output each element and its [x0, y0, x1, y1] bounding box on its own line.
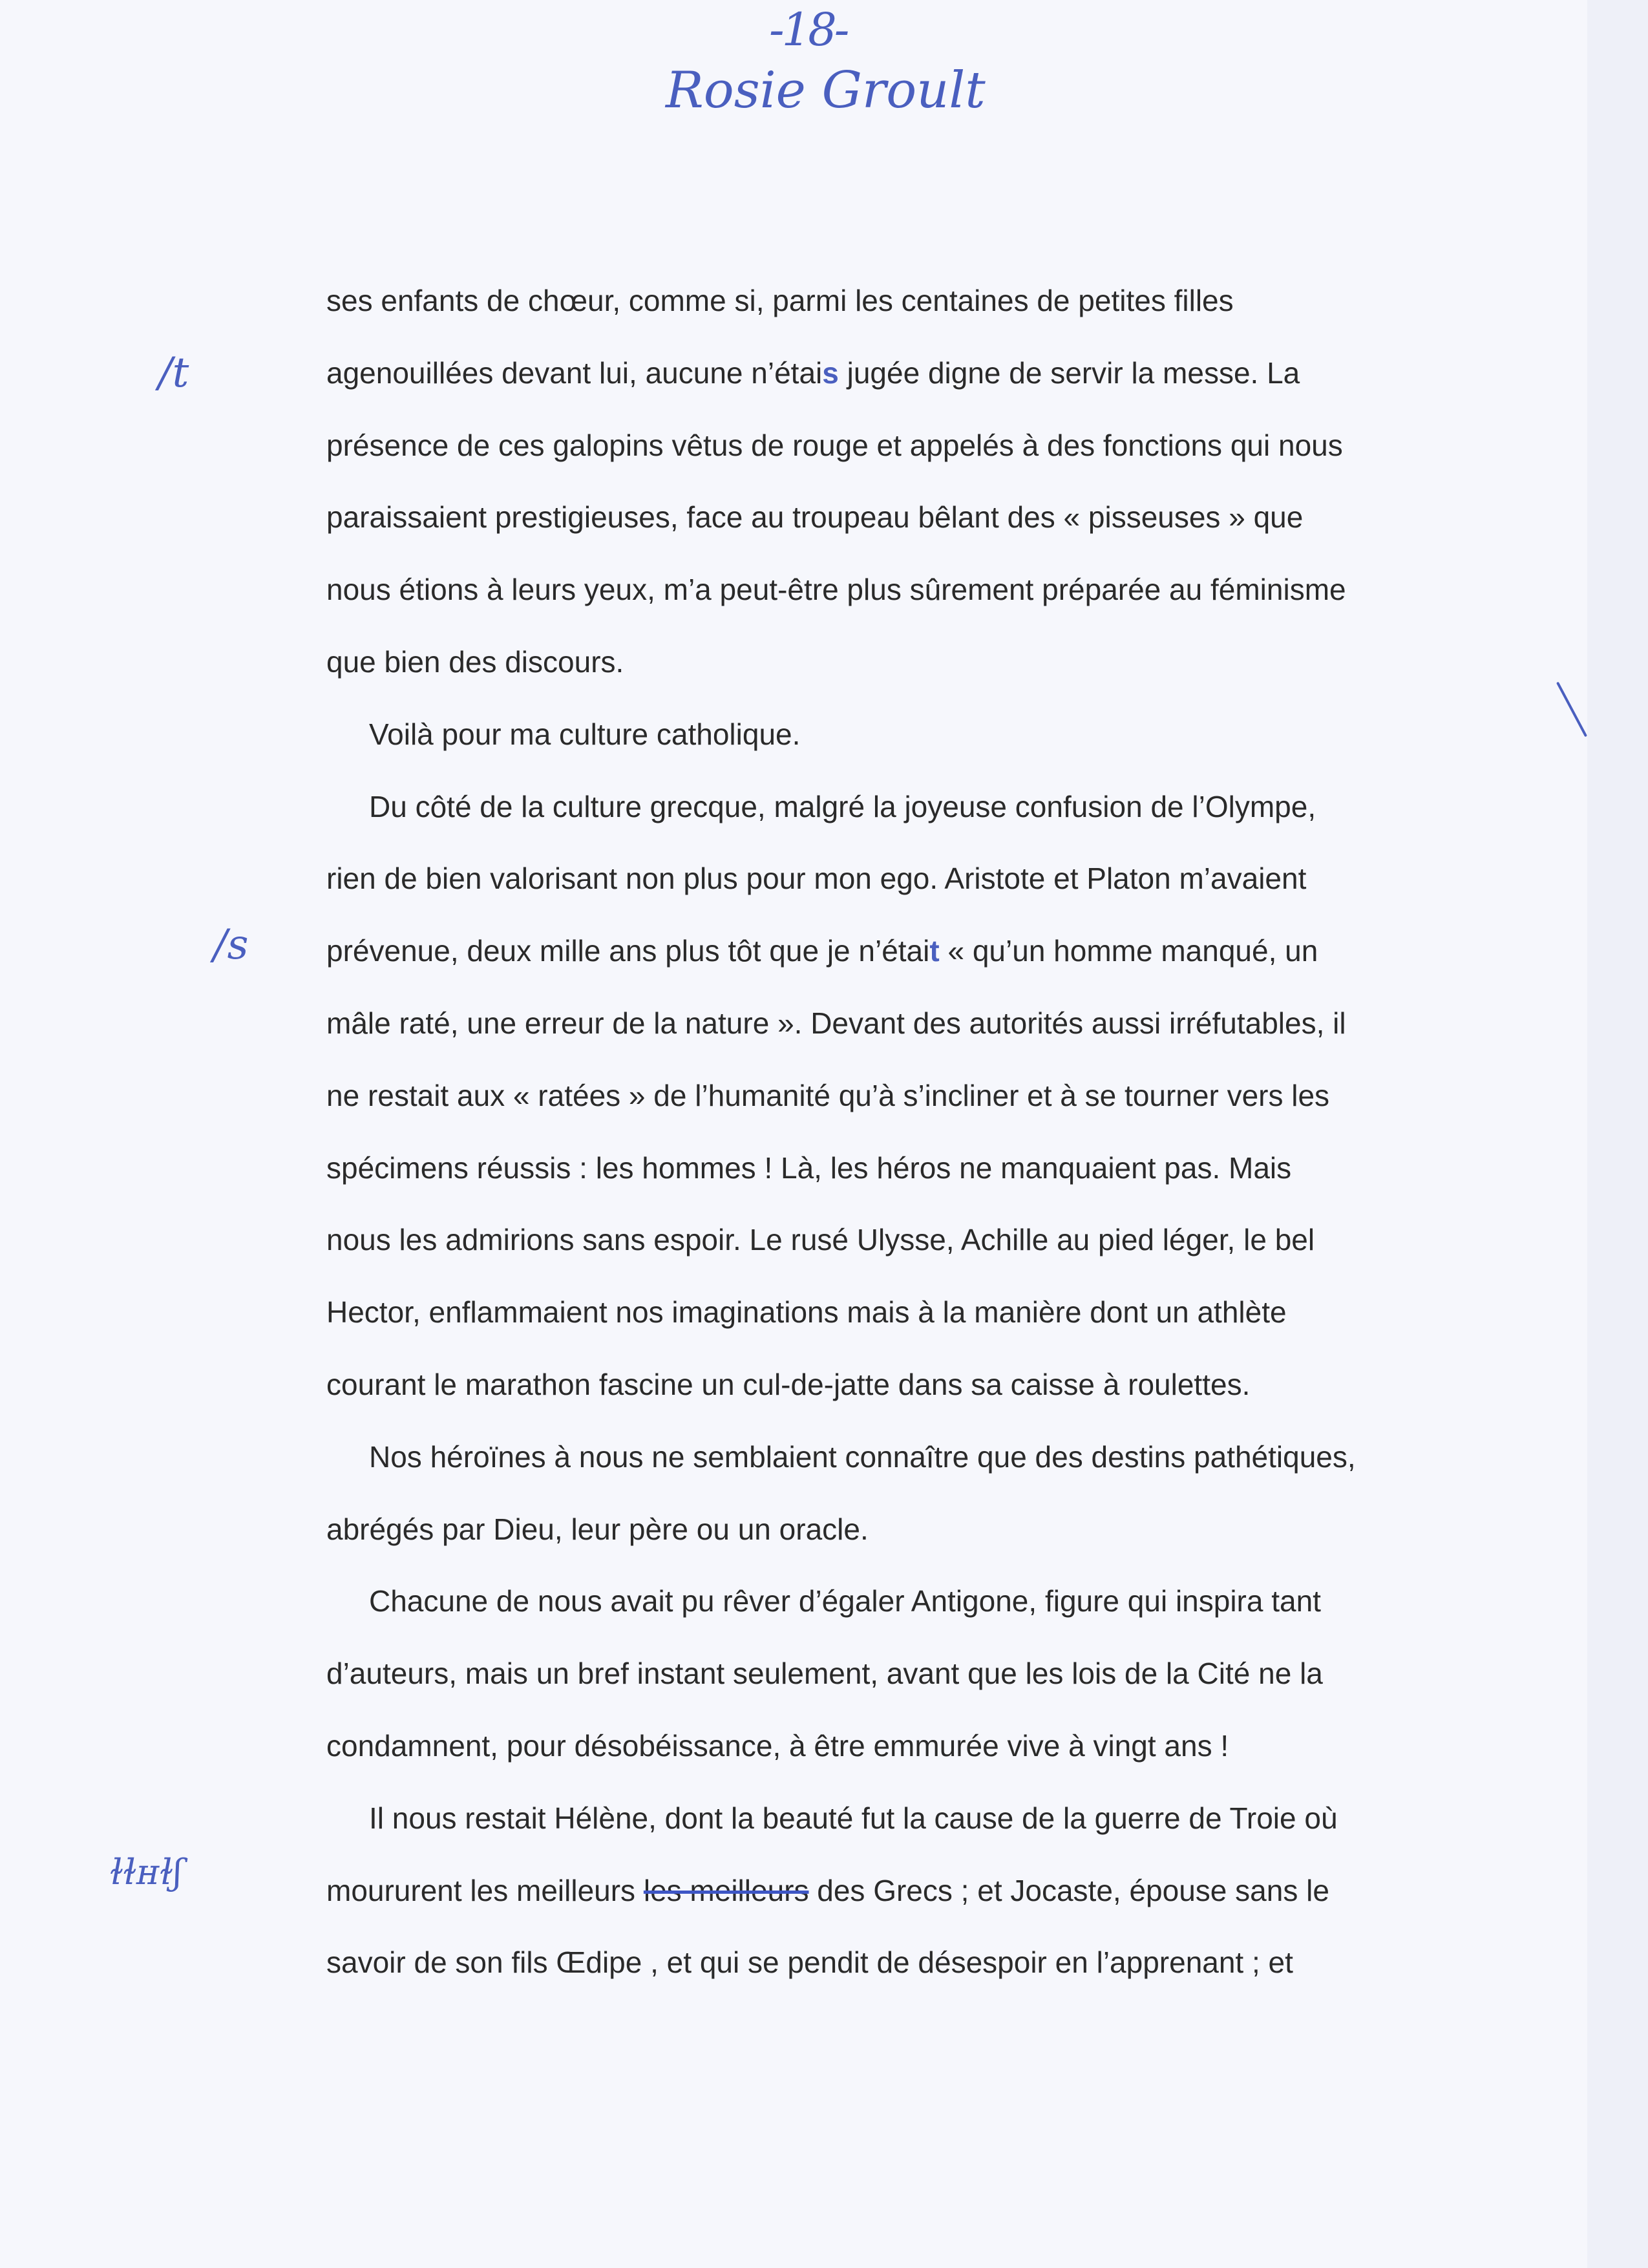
text-line	[326, 337, 1464, 410]
text-line	[326, 915, 1464, 988]
document-body	[326, 265, 1464, 1999]
text-line: abrégés par Dieu, leur père ou un oracle.	[326, 1512, 869, 1546]
correction-marked-letter: s	[822, 355, 839, 390]
struck-through-text: les meilleurs	[643, 1873, 809, 1907]
text-segment: « qu’un homme manqué, un	[939, 934, 1318, 968]
text-segment: des Grecs ; et Jocaste, épouse sans le	[808, 1873, 1329, 1907]
text-line: Du côté de la culture grecque, malgré la joyeuse confusion de l’Olympe,	[369, 789, 1316, 823]
text-line: nous étions à leurs yeux, m’a peut-être plus sûrement préparée au féminisme	[326, 573, 1346, 607]
text-segment: jugée digne de servir la messe. La	[838, 355, 1300, 390]
text-segment: moururent les meilleurs	[326, 1873, 644, 1907]
text-line: savoir de son fils Œdipe , et qui se pendit de désespoir en l’apprenant ; et	[326, 1945, 1293, 1980]
text-line: Il nous restait Hélène, dont la beauté fut la cause de la guerre de Troie où	[369, 1801, 1338, 1835]
text-line: condamnent, pour désobéissance, à être emmurée vive à vingt ans !	[326, 1728, 1229, 1763]
text-line: présence de ces galopins vêtus de rouge et appelés à des fonctions qui nous	[326, 428, 1343, 462]
correction-marked-letter: t	[929, 934, 940, 968]
text-line: mâle raté, une erreur de la nature ». Devant des autorités aussi irréfutables, il	[326, 1006, 1346, 1040]
text-line: paraissaient prestigieuses, face au troupeau bêlant des « pisseuses » que	[326, 500, 1304, 535]
text-line: d’auteurs, mais un bref instant seulement, avant que les lois de la Cité ne la	[326, 1657, 1323, 1691]
margin-correction-mark: /t	[158, 349, 189, 397]
text-segment: prévenue, deux mille ans plus tôt que je n’étai	[326, 934, 930, 968]
text-line: Nos héroïnes à nous ne semblaient connaître que des destins pathétiques,	[369, 1439, 1356, 1474]
text-line: spécimens réussis : les hommes ! Là, les héros ne manquaient pas. Mais	[326, 1150, 1292, 1185]
text-line: ses enfants de chœur, comme si, parmi les centaines de petites filles	[326, 284, 1234, 317]
margin-deletion-mark: ɫɫʜɫʃ	[110, 1852, 183, 1892]
author-signature: Rosie Groult	[666, 61, 986, 120]
text-line: nous les admirions sans espoir. Le rusé Ulysse, Achille au pied léger, le bel	[326, 1223, 1315, 1257]
page-edge	[1587, 0, 1648, 2268]
text-line: ne restait aux « ratées » de l’humanité qu’à s’incliner et à se tourner vers les	[326, 1078, 1330, 1112]
text-line: Hector, enflammaient nos imaginations mais à la manière dont un athlète	[326, 1295, 1287, 1330]
text-line: Chacune de nous avait pu rêver d’égaler Antigone, figure qui inspira tant	[369, 1584, 1321, 1618]
text-line	[326, 1855, 1464, 1927]
text-line: Voilà pour ma culture catholique.	[369, 717, 801, 751]
margin-correction-mark: /s	[213, 921, 249, 969]
text-line: que bien des discours.	[326, 644, 624, 679]
text-line: courant le marathon fascine un cul-de-jatte dans sa caisse à roulettes.	[326, 1367, 1251, 1401]
text-line: rien de bien valorisant non plus pour mon ego. Aristote et Platon m’avaient	[326, 862, 1307, 896]
page-number: -18-	[769, 3, 847, 56]
text-segment: agenouillées devant lui, aucune n’étai	[326, 355, 823, 390]
